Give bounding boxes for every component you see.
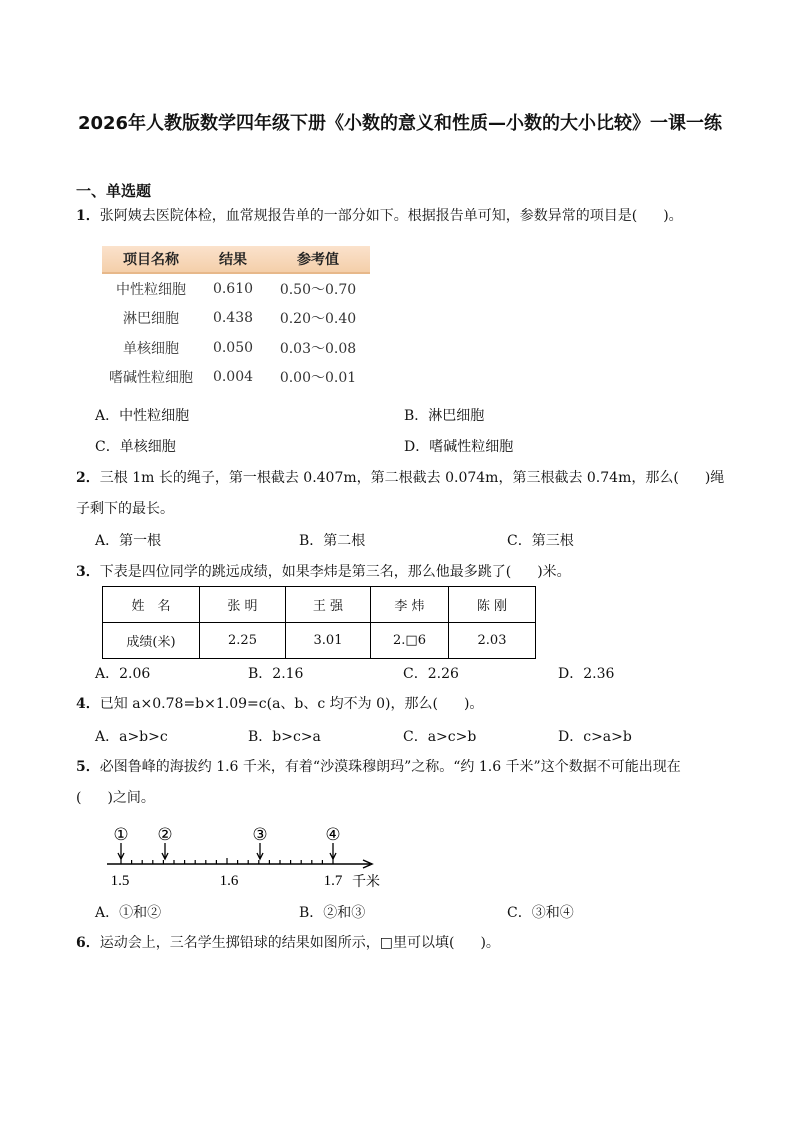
question-1 bbox=[76, 206, 683, 226]
header-cell: 参考值 bbox=[297, 252, 339, 268]
cell-item: 中性粒细胞 bbox=[116, 281, 186, 298]
header-cell: 项目名称 bbox=[123, 252, 179, 268]
table-row bbox=[103, 587, 536, 623]
section-heading: 一、单选题 bbox=[76, 182, 152, 200]
question-5-line2 bbox=[76, 788, 155, 808]
question-text-end: )之间。 bbox=[107, 790, 155, 806]
paren-open: ( bbox=[76, 790, 82, 806]
question-6 bbox=[76, 933, 500, 953]
header-cell: 陈 刚 bbox=[449, 587, 536, 623]
blood-report-table bbox=[102, 246, 370, 392]
table-row bbox=[102, 304, 370, 334]
tick-label-1-6: 1.6 bbox=[219, 873, 239, 889]
marker-4: ④ bbox=[325, 825, 341, 845]
score-cell: 2.03 bbox=[449, 623, 536, 659]
header-cell: 结果 bbox=[219, 252, 247, 268]
option-b[interactable]: B．②和③ bbox=[299, 905, 366, 921]
option-d[interactable]: D．嗜碱性粒细胞 bbox=[404, 439, 514, 455]
cell-item: 嗜碱性粒细胞 bbox=[109, 370, 193, 387]
option-c[interactable]: C．第三根 bbox=[507, 533, 574, 549]
question-text: 必图鲁峰的海拔约 1.6 千米，有着“沙漠珠穆朗玛”之称。“约 1.6 千米”这个数据不可能出现在 bbox=[99, 759, 681, 775]
question-2-line2: 子剩下的最长。 bbox=[76, 501, 174, 517]
question-text-end: )。 bbox=[663, 208, 683, 224]
table-row bbox=[102, 274, 370, 304]
question-number: 2． bbox=[76, 470, 100, 486]
row-label: 成绩(米) bbox=[103, 623, 200, 659]
option-b[interactable]: B．第二根 bbox=[299, 533, 366, 549]
option-d[interactable]: D．c>a>b bbox=[558, 729, 632, 745]
marker-1: ① bbox=[113, 825, 129, 845]
page-title: 2026年人教版数学四年级下册《小数的意义和性质—小数的大小比较》一课一练 bbox=[77, 113, 723, 134]
option-c[interactable]: C．2.26 bbox=[403, 666, 459, 682]
question-text: 三根 1m 长的绳子，第一根截去 0.407m，第二根截去 0.074m，第三根截去 0.74m，那么( bbox=[99, 470, 679, 486]
cell-result: 0.004 bbox=[212, 369, 254, 386]
cell-result: 0.610 bbox=[212, 280, 254, 297]
table-row bbox=[102, 363, 370, 393]
question-text: 运动会上，三名学生掷铅球的结果如图所示，□里可以填( bbox=[99, 935, 455, 951]
cell-result: 0.050 bbox=[212, 339, 254, 356]
question-text-end: )。 bbox=[463, 696, 484, 712]
option-b[interactable]: B．2.16 bbox=[248, 666, 304, 682]
table-row bbox=[103, 623, 536, 659]
question-text: 已知 a×0.78=b×1.09=c(a、b、c 均不为 0)，那么( bbox=[99, 696, 438, 712]
question-2 bbox=[76, 468, 724, 488]
score-cell: 2.25 bbox=[200, 623, 286, 659]
unit-label: 千米 bbox=[352, 874, 380, 890]
table-header bbox=[102, 246, 370, 274]
score-cell: 2.□6 bbox=[371, 623, 449, 659]
question-number: 1． bbox=[76, 208, 100, 224]
question-text-end: )绳 bbox=[704, 470, 725, 486]
marker-2: ② bbox=[157, 825, 173, 845]
question-number: 6． bbox=[76, 935, 100, 951]
cell-result: 0.438 bbox=[212, 310, 254, 327]
cell-reference: 0.00～0.01 bbox=[279, 370, 357, 387]
option-a[interactable]: A．第一根 bbox=[95, 533, 162, 549]
question-3 bbox=[76, 562, 571, 582]
option-b[interactable]: B．淋巴细胞 bbox=[404, 408, 485, 424]
question-number: 3． bbox=[76, 564, 100, 580]
question-4 bbox=[76, 694, 483, 714]
long-jump-table bbox=[102, 586, 536, 659]
question-number: 5． bbox=[76, 759, 100, 775]
cell-reference: 0.20～0.40 bbox=[279, 311, 357, 328]
table-row bbox=[102, 333, 370, 363]
option-a[interactable]: A．2.06 bbox=[95, 666, 151, 682]
cell-item: 淋巴细胞 bbox=[123, 311, 179, 328]
option-c[interactable]: C．③和④ bbox=[507, 905, 574, 921]
marker-3: ③ bbox=[252, 825, 268, 845]
tick-label-1-7: 1.7 bbox=[323, 873, 343, 889]
cell-item: 单核细胞 bbox=[123, 340, 179, 357]
option-a[interactable]: A．①和② bbox=[95, 905, 162, 921]
option-a[interactable]: A．中性粒细胞 bbox=[95, 408, 190, 424]
header-cell: 姓 名 bbox=[103, 587, 200, 623]
question-text: 张阿姨去医院体检，血常规报告单的一部分如下。根据报告单可知，参数异常的项目是( bbox=[99, 208, 638, 224]
option-b[interactable]: B．b>c>a bbox=[248, 729, 321, 745]
question-text: 下表是四位同学的跳远成绩，如果李炜是第三名，那么他最多跳了( bbox=[99, 564, 512, 580]
option-d[interactable]: D．2.36 bbox=[558, 666, 615, 682]
option-c[interactable]: C．单核细胞 bbox=[95, 439, 176, 455]
header-cell: 王 强 bbox=[286, 587, 371, 623]
question-number: 4． bbox=[76, 696, 100, 712]
option-a[interactable]: A．a>b>c bbox=[95, 729, 168, 745]
number-line-figure bbox=[100, 820, 390, 892]
question-text-end: )米。 bbox=[537, 564, 571, 580]
marker-arrows bbox=[118, 843, 336, 859]
cell-reference: 0.50～0.70 bbox=[279, 281, 357, 298]
header-cell: 张 明 bbox=[200, 587, 286, 623]
tick-marks bbox=[121, 858, 333, 864]
cell-reference: 0.03～0.08 bbox=[279, 340, 357, 357]
option-c[interactable]: C．a>c>b bbox=[403, 729, 477, 745]
score-cell: 3.01 bbox=[286, 623, 371, 659]
question-text-end: )。 bbox=[480, 935, 500, 951]
question-5 bbox=[76, 757, 681, 777]
tick-label-1-5: 1.5 bbox=[110, 873, 130, 889]
header-cell: 李 炜 bbox=[371, 587, 449, 623]
